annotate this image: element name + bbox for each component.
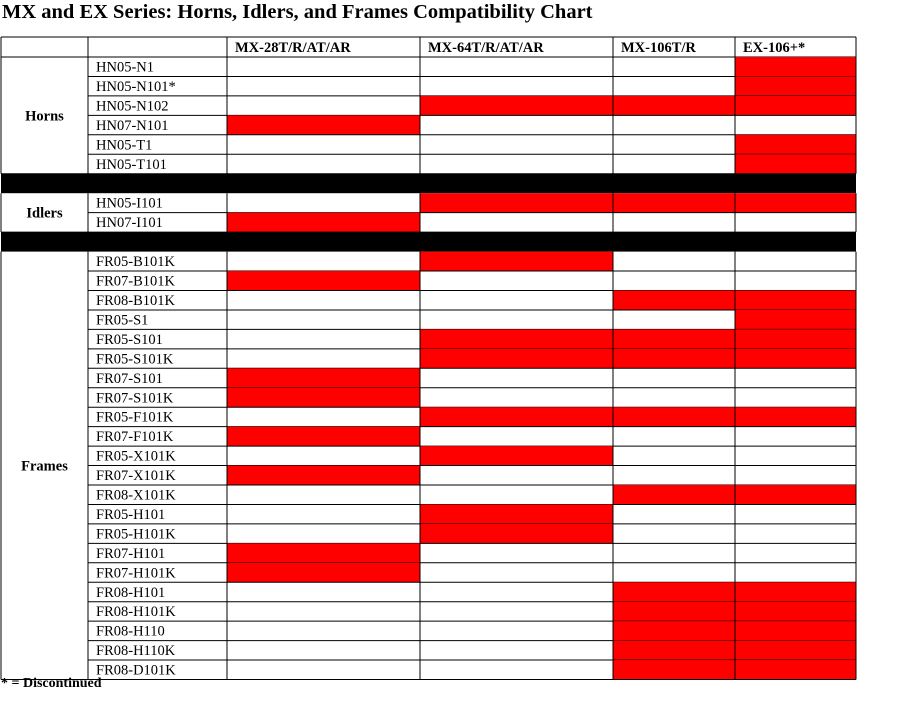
footnote: * = Discontinued <box>1 676 102 691</box>
compatibility-cell-compatible <box>227 543 420 562</box>
part-number: FR07-B101K <box>96 273 175 290</box>
compatibility-cell-compatible <box>735 193 856 212</box>
compatibility-cell-compatible <box>613 641 735 660</box>
compatibility-cell-compatible <box>735 349 856 368</box>
part-number: HN05-N101* <box>96 78 176 95</box>
compatibility-cell-compatible <box>227 563 420 582</box>
compatibility-cell-compatible <box>227 388 420 407</box>
compatibility-cell-compatible <box>735 329 856 348</box>
compatibility-cell-compatible <box>420 504 613 523</box>
part-number: HN05-N1 <box>96 59 154 76</box>
compatibility-cell-compatible <box>227 427 420 446</box>
compatibility-cell-compatible <box>735 76 856 95</box>
part-number: FR05-B101K <box>96 254 175 271</box>
part-number: FR05-H101K <box>96 526 176 543</box>
compatibility-cell-compatible <box>227 368 420 387</box>
column-header: MX-106T/R <box>621 40 696 56</box>
compatibility-cell-compatible <box>735 641 856 660</box>
part-number: FR08-H110K <box>96 643 176 660</box>
compatibility-cell-compatible <box>735 96 856 115</box>
part-number: FR05-H101 <box>96 506 166 523</box>
compatibility-cell-compatible <box>735 582 856 601</box>
part-number: FR07-F101K <box>96 429 174 446</box>
part-number: FR07-X101K <box>96 468 176 485</box>
part-number: FR07-S101K <box>96 390 174 407</box>
compatibility-cell-compatible <box>613 485 735 504</box>
compatibility-cell-compatible <box>420 193 613 212</box>
group-separator <box>1 232 856 252</box>
compatibility-cell-compatible <box>420 446 613 465</box>
compatibility-cell-compatible <box>735 602 856 621</box>
part-number: FR08-B101K <box>96 293 175 309</box>
compatibility-cell-compatible <box>613 660 735 679</box>
compatibility-cell-compatible <box>613 96 735 115</box>
column-header: MX-28T/R/AT/AR <box>235 40 351 56</box>
compatibility-cell-compatible <box>227 115 420 134</box>
compatibility-cell-compatible <box>613 291 735 310</box>
part-number: FR05-X101K <box>96 448 176 465</box>
group-separator <box>1 174 856 194</box>
compatibility-cell-compatible <box>613 582 735 601</box>
compatibility-cell-compatible <box>735 485 856 504</box>
part-number: FR08-D101K <box>96 662 176 679</box>
compatibility-cell-compatible <box>613 329 735 348</box>
part-number: FR07-H101 <box>96 545 166 562</box>
column-header: EX-106+* <box>743 40 806 56</box>
part-number: HN05-I101 <box>96 195 163 212</box>
part-number: HN05-N102 <box>96 98 169 115</box>
compatibility-cell-compatible <box>613 621 735 640</box>
compatibility-cell-compatible <box>613 602 735 621</box>
compatibility-cell-compatible <box>613 407 735 426</box>
group-label: Horns <box>25 108 64 125</box>
compatibility-cell-compatible <box>613 193 735 212</box>
compatibility-cell-compatible <box>420 524 613 543</box>
group-label: Idlers <box>26 205 63 222</box>
compatibility-cell-compatible <box>227 271 420 290</box>
part-number: HN07-N101 <box>96 117 169 134</box>
compatibility-cell-compatible <box>420 96 613 115</box>
compatibility-cell-compatible <box>420 329 613 348</box>
compatibility-cell-compatible <box>227 213 420 232</box>
compatibility-cell-compatible <box>735 154 856 173</box>
part-number: FR05-S101K <box>96 351 174 368</box>
part-number: FR05-S101 <box>96 331 163 348</box>
part-number: FR08-H101K <box>96 604 176 621</box>
part-number: HN07-I101 <box>96 215 163 232</box>
part-number: FR08-H110 <box>96 623 165 640</box>
compatibility-cell-compatible <box>420 252 613 271</box>
compatibility-cell-compatible <box>735 57 856 76</box>
compatibility-cell-compatible <box>227 466 420 485</box>
compatibility-cell-compatible <box>735 660 856 679</box>
compatibility-cell-compatible <box>613 349 735 368</box>
part-number: HN05-T1 <box>96 137 153 154</box>
compatibility-cell-compatible <box>735 310 856 329</box>
compatibility-cell-compatible <box>420 349 613 368</box>
part-number: FR05-S1 <box>96 312 149 329</box>
part-number: HN05-T101 <box>96 156 167 173</box>
page-title: MX and EX Series: Horns, Idlers, and Frames Compatibility Chart <box>2 1 593 23</box>
compatibility-cell-compatible <box>735 621 856 640</box>
part-number: FR07-S101 <box>96 370 163 387</box>
compatibility-cell-compatible <box>735 407 856 426</box>
compatibility-cell-compatible <box>735 291 856 310</box>
compatibility-cell-compatible <box>420 407 613 426</box>
group-label: Frames <box>21 458 68 475</box>
part-number: FR05-F101K <box>96 409 174 426</box>
part-number: FR08-X101K <box>96 487 176 504</box>
compatibility-cell-compatible <box>735 135 856 154</box>
part-number: FR07-H101K <box>96 565 176 582</box>
part-number: FR08-H101 <box>96 584 166 601</box>
column-header: MX-64T/R/AT/AR <box>428 40 544 56</box>
